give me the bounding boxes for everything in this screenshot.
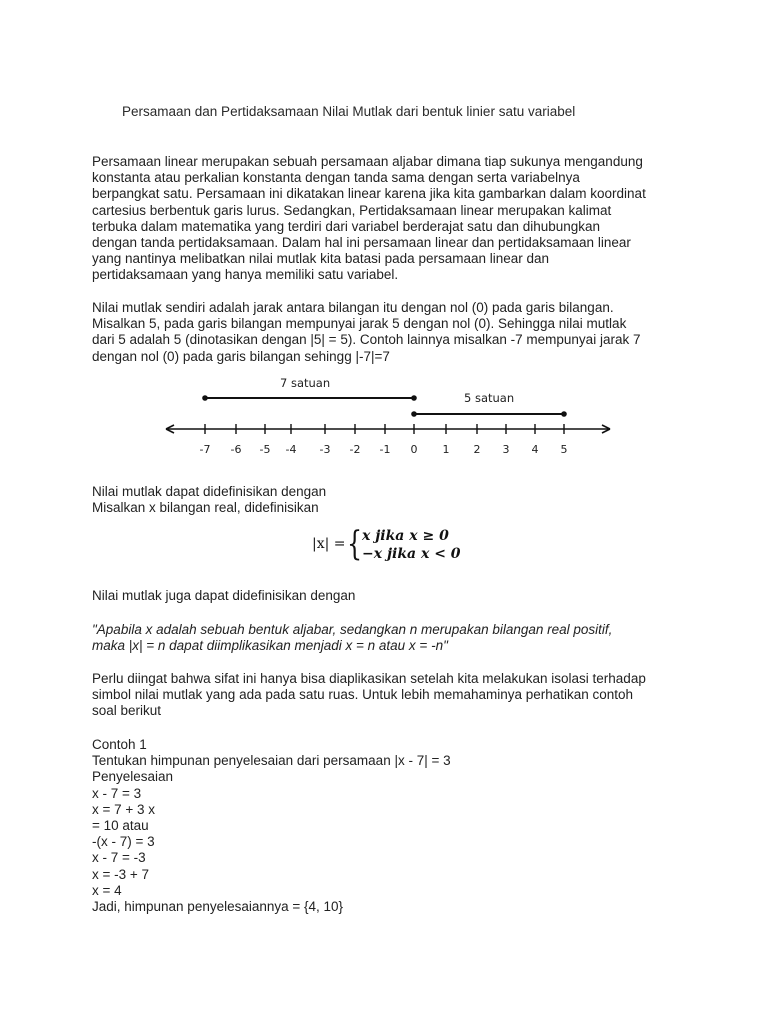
formula-lhs: |x| = <box>312 536 346 552</box>
text-line: Nilai mutlak juga dapat didefinisikan dengan <box>92 588 356 603</box>
case-text: −x jika x < 0 <box>362 546 461 562</box>
quote-property <box>92 622 692 654</box>
text-line: dengan nol (0) pada garis bilangan sehingg |-7|=7 <box>92 348 390 364</box>
tick-label: 2 <box>473 443 481 456</box>
text-line: yang nantinya melibatkan nilai mutlak kita batasi pada persamaan linear dan <box>92 251 550 267</box>
tick-label: 1 <box>442 443 450 456</box>
tick-label: 3 <box>502 443 510 456</box>
tick-label: -7 <box>199 443 211 456</box>
text-line: pertidaksamaan yang hanya memiliki satu variabel. <box>92 267 399 283</box>
text-line: soal berikut <box>92 703 162 719</box>
tick-label: 5 <box>560 443 568 456</box>
label-7-satuan: 7 satuan <box>280 376 331 390</box>
tick-label: -6 <box>230 443 242 456</box>
text-line: Tentukan himpunan penyelesaian dari persamaan |x - 7| = 3 <box>92 753 451 769</box>
tick-label: 0 <box>410 443 418 456</box>
text-line: Penyelesaian <box>92 769 174 785</box>
text-line: x = 7 + 3 x <box>92 801 156 817</box>
text-line: x - 7 = 3 <box>92 785 142 801</box>
text-line: simbol nilai mutlak yang ada pada satu ruas. Untuk lebih memahaminya perhatikan contoh <box>92 687 634 703</box>
text-line: Nilai mutlak dapat didefinisikan dengan <box>92 484 327 499</box>
tick-label: -4 <box>285 443 297 456</box>
tick-label: -3 <box>319 443 331 456</box>
text-line: maka |x| = n dapat diimplikasikan menjadi x = n atau x = -n" <box>92 638 448 654</box>
case-text: x jika x ≥ 0 <box>362 528 449 544</box>
endpoint-dot <box>561 411 567 417</box>
tick-label: -5 <box>259 443 271 456</box>
text-line: Misalkan x bilangan real, didefinisikan <box>92 500 319 516</box>
example-heading: Contoh 1 <box>92 737 147 752</box>
endpoint-dot <box>202 395 208 401</box>
paragraph-note <box>92 671 692 720</box>
text-line: = 10 atau <box>92 818 149 834</box>
tick-label: 4 <box>531 443 539 456</box>
endpoint-dot <box>411 395 417 401</box>
example-section <box>92 737 692 915</box>
formula-case-positive <box>362 528 449 544</box>
text-line: cartesius berbentuk garis lurus. Sedangkan, Pertidaksamaan linear merupakan kalimat <box>92 202 612 218</box>
text-line: Perlu diingat bahwa sifat ini hanya bisa diaplikasikan setelah kita melakukan isolasi terhadap <box>92 671 646 686</box>
tick-label: -1 <box>379 443 391 456</box>
text-line: Misalkan 5, pada garis bilangan mempunyai jarak 5 dengan nol (0). Sehingga nilai mutlak <box>92 316 627 332</box>
document-title: Persamaan dan Pertidaksamaan Nilai Mutlak dari bentuk linier satu variabel <box>122 104 576 119</box>
text-line: x = -3 + 7 <box>92 866 150 882</box>
brace-symbol: { <box>347 524 363 564</box>
endpoint-dot <box>411 411 417 417</box>
text-line: x - 7 = -3 <box>92 850 146 866</box>
text-line: konstanta atau perkalian konstanta dengan tanda sama dengan serta variabelnya <box>92 170 580 186</box>
text-line: -(x - 7) = 3 <box>92 834 155 850</box>
label-5-satuan: 5 satuan <box>464 391 515 405</box>
tick-label: -2 <box>349 443 361 456</box>
text-line: dari 5 adalah 5 (dinotasikan dengan |5| = 5). Contoh lainnya misalkan -7 mempunyai jarak 7 <box>92 332 641 348</box>
text-line: Persamaan linear merupakan sebuah persamaan aljabar dimana tiap sukunya mengandung <box>92 154 643 169</box>
paragraph-absolute-value <box>92 300 692 365</box>
text-line: x = 4 <box>92 882 122 898</box>
text-line: berpangkat satu. Persamaan ini dikatakan linear karena jika kita gambarkan dalam koordinat <box>92 186 646 202</box>
paragraph-definition <box>92 484 692 516</box>
text-line: Nilai mutlak sendiri adalah jarak antara bilangan itu dengan nol (0) pada garis bilangan. <box>92 300 614 315</box>
formula-case-negative <box>362 546 461 562</box>
text-line: dengan tanda pertidaksamaan. Dalam hal ini persamaan linear dan pertidaksamaan linear <box>92 235 631 251</box>
paragraph-linear-equation <box>92 154 692 284</box>
text-line: "Apabila x adalah sebuah bentuk aljabar, sedangkan n merupakan bilangan real positif, <box>92 622 613 637</box>
text-line: Jadi, himpunan penyelesaiannya = {4, 10} <box>92 899 344 915</box>
paragraph-alt-definition <box>92 588 692 604</box>
number-line-figure <box>160 372 620 467</box>
text-line: terbuka dalam matematika yang terdiri dari variabel berderajat satu dan dihubungkan <box>92 218 601 234</box>
